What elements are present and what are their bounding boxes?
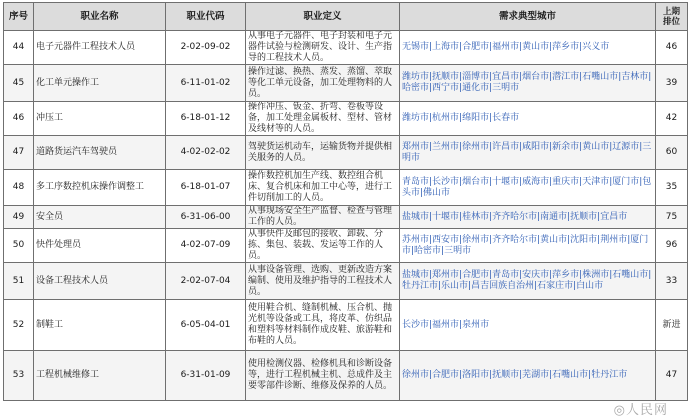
cell-cities: 苏州市|西安市|徐州市|齐齐哈尔市|黄山市|沈阳市|荆州市|厦门市|哈密市|三明市 (400, 229, 656, 263)
cell-definition: 从事电子元器件、电子封装和电子元器件试验与检测研发、设计、生产指导的工程技术人员。 (246, 31, 400, 65)
cell-definition: 从事设备管理、选购、更新改造方案编制、使用及维护指导的工程技术人员。 (246, 263, 400, 300)
cell-rank: 75 (656, 206, 688, 229)
cell-definition: 驾驶货运机动车，运输货物并提供相关服务的人员。 (246, 136, 400, 170)
cell-code: 2-02-07-04 (166, 263, 246, 300)
header-cities: 需求典型城市 (400, 3, 656, 31)
cell-rank: 60 (656, 136, 688, 170)
cell-code: 6-31-01-09 (166, 351, 246, 401)
watermark: ◎人民网 (613, 403, 668, 418)
cell-name: 电子元器件工程技术人员 (34, 31, 166, 65)
table-row (4, 351, 688, 401)
cell-definition: 使用鞋合机、缝制机械、压合机、抛光机等设备或工具，将皮革、仿织品和塑料等材料制作成皮鞋、旅游鞋和布鞋的人员。 (246, 300, 400, 351)
cell-rank: 新进 (656, 300, 688, 351)
cell-no: 51 (4, 263, 34, 300)
cell-no: 53 (4, 351, 34, 401)
cell-rank: 47 (656, 351, 688, 401)
table-row (4, 65, 688, 102)
table-row (4, 31, 688, 65)
cell-cities: 潍坊市|杭州市|绵阳市|长春市 (400, 102, 656, 136)
cell-definition: 操作数控机加生产线、数控组合机床、复合机床和加工中心等，进行工件切削加工的人员。 (246, 170, 400, 206)
cell-rank: 46 (656, 31, 688, 65)
cell-definition: 使用检测仪器、检修机具和诊断设备等，进行工程机械主机、总成件及主要零部件诊断、维修及保养的人员。 (246, 351, 400, 401)
cell-code: 6-11-01-02 (166, 65, 246, 102)
cell-name: 快件处理员 (34, 229, 166, 263)
header-code: 职业代码 (166, 3, 246, 31)
cell-cities: 青岛市|长沙市|烟台市|十堰市|威海市|重庆市|天津市|厦门市|包头市|佛山市 (400, 170, 656, 206)
table-header-row (4, 3, 688, 31)
cell-code: 6-05-04-01 (166, 300, 246, 351)
cell-no: 48 (4, 170, 34, 206)
cell-definition: 操作冲压、钣金、折弯、卷板等设备，加工处理金属板材、型材、管材及线材等的人员。 (246, 102, 400, 136)
cell-name: 安全员 (34, 206, 166, 229)
cell-rank: 35 (656, 170, 688, 206)
table-row (4, 263, 688, 300)
cell-name: 化工单元操作工 (34, 65, 166, 102)
header-definition: 职业定义 (246, 3, 400, 31)
header-name: 职业名称 (34, 3, 166, 31)
cell-cities: 盐城市|郑州市|合肥市|青岛市|安庆市|萍乡市|株洲市|石嘴山市|牡丹江市|乐山市|昌吉回族自治州|石家庄市|白山市 (400, 263, 656, 300)
cell-name: 冲压工 (34, 102, 166, 136)
header-no: 序号 (4, 3, 34, 31)
cell-cities: 徐州市|合肥市|洛阳市|抚顺市|芜湖市|石嘴山市|牡丹江市 (400, 351, 656, 401)
cell-cities: 无锡市|上海市|合肥市|福州市|黄山市|萍乡市|兴义市 (400, 31, 656, 65)
cell-no: 52 (4, 300, 34, 351)
cell-definition: 从事快件及邮包的接收、卸载、分拣、集包、装载、发运等工作的人员。 (246, 229, 400, 263)
cell-cities: 长沙市|福州市|泉州市 (400, 300, 656, 351)
table-row (4, 136, 688, 170)
cell-definition: 从事现场安全生产监督、检查与管理工作的人员。 (246, 206, 400, 229)
cell-name: 制鞋工 (34, 300, 166, 351)
cell-name: 工程机械维修工 (34, 351, 166, 401)
table-row (4, 102, 688, 136)
table-row (4, 170, 688, 206)
cell-cities: 盐城市|十堰市|桂林市|齐齐哈尔市|南通市|抚顺市|宜昌市 (400, 206, 656, 229)
cell-code: 4-02-07-09 (166, 229, 246, 263)
cell-no: 50 (4, 229, 34, 263)
cell-rank: 39 (656, 65, 688, 102)
cell-code: 4-02-02-02 (166, 136, 246, 170)
cell-no: 49 (4, 206, 34, 229)
occupation-table (3, 2, 688, 401)
table-row (4, 300, 688, 351)
cell-code: 6-18-01-07 (166, 170, 246, 206)
cell-no: 45 (4, 65, 34, 102)
cell-rank: 33 (656, 263, 688, 300)
cell-cities: 潍坊市|抚顺市|淄博市|宜昌市|烟台市|潜江市|石嘴山市|吉林市|哈密市|西宁市|通化市|三明市 (400, 65, 656, 102)
cell-code: 6-18-01-12 (166, 102, 246, 136)
cell-name: 设备工程技术人员 (34, 263, 166, 300)
table-row (4, 206, 688, 229)
header-rank: 上期 排位 (656, 3, 688, 31)
table-row (4, 229, 688, 263)
cell-no: 44 (4, 31, 34, 65)
cell-code: 2-02-09-02 (166, 31, 246, 65)
cell-no: 47 (4, 136, 34, 170)
cell-definition: 操作过滤、换热、蒸发、蒸馏、萃取等化工单元设备，加工处理物料的人员。 (246, 65, 400, 102)
cell-rank: 96 (656, 229, 688, 263)
cell-name: 多工序数控机床操作调整工 (34, 170, 166, 206)
cell-code: 6-31-06-00 (166, 206, 246, 229)
cell-cities: 郑州市|兰州市|徐州市|许昌市|咸阳市|新余市|黄山市|辽源市|三明市 (400, 136, 656, 170)
cell-name: 道路货运汽车驾驶员 (34, 136, 166, 170)
cell-rank: 42 (656, 102, 688, 136)
cell-no: 46 (4, 102, 34, 136)
